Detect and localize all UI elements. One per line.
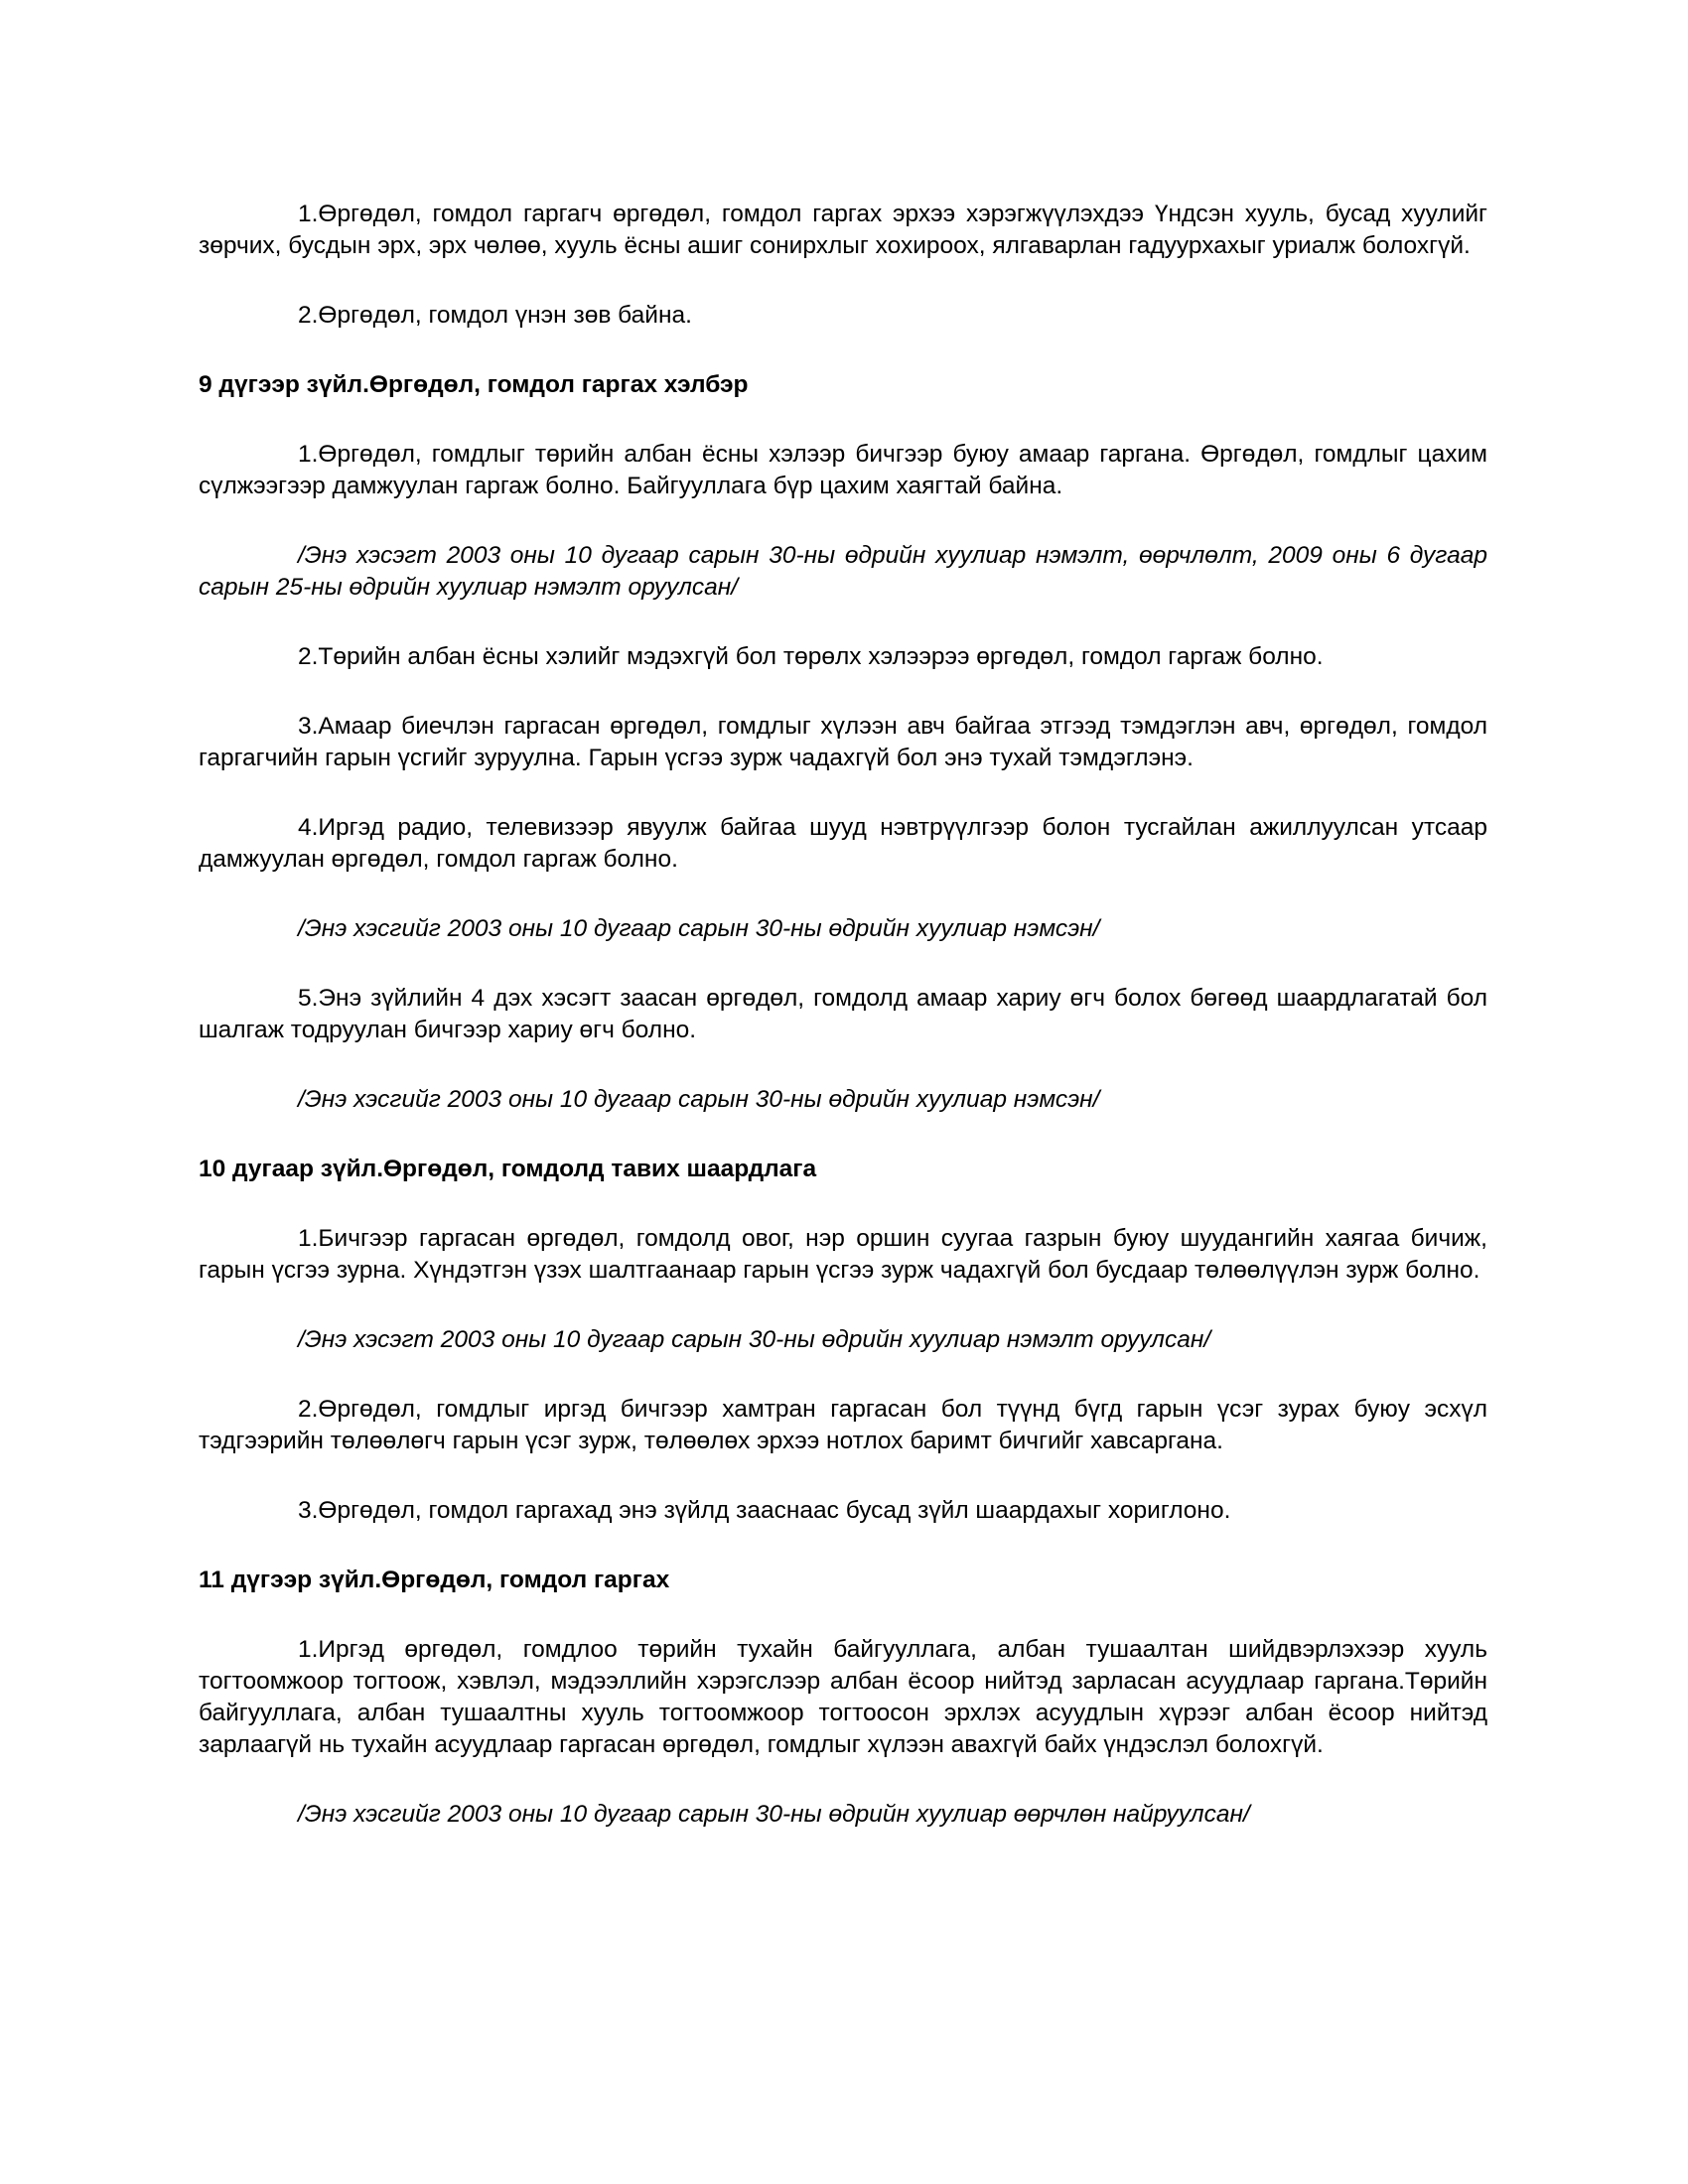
amendment-note: /Энэ хэсгийг 2003 оны 10 дугаар сарын 30-ны өдрийн хуулиар нэмсэн/: [298, 915, 1100, 942]
paragraph: 3.Өргөдөл, гомдол гаргахад энэ зүйлд зааснаас бусад зүйл шаардахыг хориглоно.: [298, 1497, 1231, 1524]
article-heading: 10 дугаар зүйл.Өргөдөл, гомдолд тавих шаардлага: [199, 1156, 817, 1182]
paragraph: 1.Өргөдөл, гомдол гаргагч өргөдөл, гомдол гаргах эрхээ хэрэгжүүлэхдээ Үндсэн хууль, бусад хуулийг зөрчих, бусдын эрх, эрх чөлөө, хууль ёсны ашиг сонирхлыг хохироох, ялгаварлан гадуурхахыг уриалж болохгүй.: [199, 201, 1487, 259]
document-page: [199, 199, 1487, 1868]
paragraph: 5.Энэ зүйлийн 4 дэх хэсэгт заасан өргөдөл, гомдолд амаар хариу өгч болох бөгөөд шаардлагатай бол шалгаж тодруулан бичгээр хариу өгч болно.: [199, 985, 1487, 1043]
paragraph: 1.Иргэд өргөдөл, гомдлоо төрийн тухайн байгууллага, албан тушаалтан шийдвэрлэхээр хууль тогтоомжоор тогтоож, хэвлэл, мэдээллийн хэрэгслээр албан ёсоор нийтэд зарласан асуудлаар гаргана.Төрийн байгууллага, албан тушаалтны хууль тогтоомжоор тогтоосон эрхлэх асуудлын хүрээг албан ёсоор нийтэд зарлаагүй нь тухайн асуудлаар гаргасан өргөдөл, гомдлыг хүлээн авахгүй байх үндэслэл болохгүй.: [199, 1636, 1487, 1758]
paragraph: 2.Өргөдөл, гомдлыг иргэд бичгээр хамтран гаргасан бол түүнд бүгд гарын үсэг зурах буюу эсхүл тэдгээрийн төлөөлөгч гарын үсэг зурж, төлөөлөх эрхээ нотлох баримт бичгийг хавсаргана.: [199, 1396, 1487, 1454]
paragraph: 4.Иргэд радио, телевизээр явуулж байгаа шууд нэвтрүүлгээр болон тусгайлан ажиллуулсан утсаар дамжуулан өргөдөл, гомдол гаргаж болно.: [199, 814, 1487, 873]
article-heading: 11 дүгээр зүйл.Өргөдөл, гомдол гаргах: [199, 1567, 670, 1593]
paragraph: 2.Өргөдөл, гомдол үнэн зөв байна.: [298, 302, 692, 329]
amendment-note: /Энэ хэсэгт 2003 оны 10 дугаар сарын 30-ны өдрийн хуулиар нэмэлт, өөрчлөлт, 2009 оны 6 дугаар сарын 25-ны өдрийн хуулиар нэмэлт оруулсан/: [199, 542, 1487, 601]
amendment-note: /Энэ хэсгийг 2003 оны 10 дугаар сарын 30-ны өдрийн хуулиар нэмсэн/: [298, 1086, 1100, 1113]
paragraph: 2.Төрийн албан ёсны хэлийг мэдэхгүй бол төрөлх хэлээрээ өргөдөл, гомдол гаргаж болно.: [298, 643, 1324, 670]
paragraph: 1.Өргөдөл, гомдлыг төрийн албан ёсны хэлээр бичгээр буюу амаар гаргана. Өргөдөл, гомдлыг цахим сүлжээгээр дамжуулан гаргаж болно. Байгууллага бүр цахим хаягтай байна.: [199, 441, 1487, 499]
amendment-note: /Энэ хэсэгт 2003 оны 10 дугаар сарын 30-ны өдрийн хуулиар нэмэлт оруулсан/: [298, 1326, 1211, 1353]
paragraph: 1.Бичгээр гаргасан өргөдөл, гомдолд овог, нэр оршин суугаа газрын буюу шуудангийн хаягаа бичиж, гарын үсгээ зурна. Хүндэтгэн үзэх шалтгаанаар гарын үсгээ зурж чадахгүй бол бусдаар төлөөлүүлэн зурж болно.: [199, 1225, 1487, 1284]
amendment-note: /Энэ хэсгийг 2003 оны 10 дугаар сарын 30-ны өдрийн хуулиар өөрчлөн найруулсан/: [298, 1801, 1250, 1828]
paragraph: 3.Амаар биечлэн гаргасан өргөдөл, гомдлыг хүлээн авч байгаа этгээд тэмдэглэн авч, өргөдөл, гомдол гаргагчийн гарын үсгийг зуруулна. Гарын үсгээ зурж чадахгүй бол энэ тухай тэмдэглэнэ.: [199, 713, 1487, 771]
article-heading: 9 дүгээр зүйл.Өргөдөл, гомдол гаргах хэлбэр: [199, 371, 749, 398]
